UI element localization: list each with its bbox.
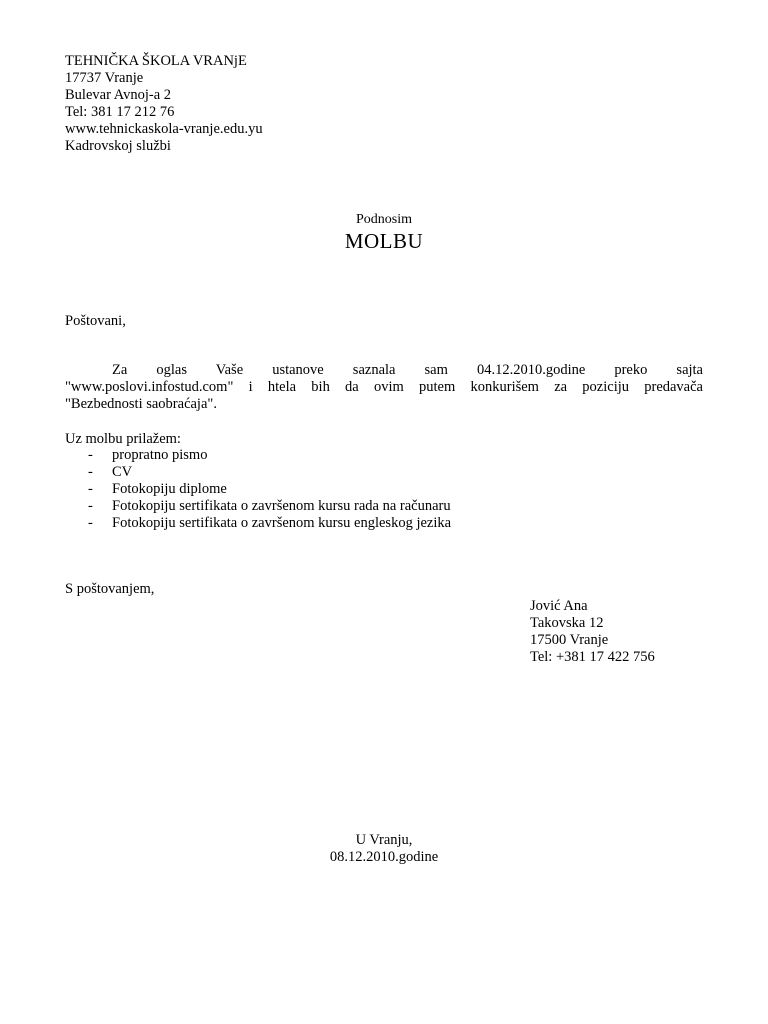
date: 08.12.2010.godine — [329, 849, 439, 865]
list-dash: - — [88, 498, 93, 514]
list-dash: - — [88, 464, 93, 480]
body-line-2: "www.poslovi.infostud.com" i htela bih da ovim putem konkurišem za poziciju predavača — [65, 379, 703, 395]
sender-name: Jović Ana — [530, 598, 588, 614]
recipient-address-block — [65, 53, 263, 155]
body-paragraph — [65, 362, 703, 413]
place: U Vranju, — [355, 832, 413, 848]
list-dash: - — [88, 481, 93, 497]
list-item-text: Fotokopiju sertifikata o završenom kursu rada na računaru — [112, 498, 451, 514]
list-dash: - — [88, 515, 93, 531]
list-item-text: propratno pismo — [112, 447, 208, 463]
recipient-phone: Tel: 381 17 212 76 — [65, 104, 175, 120]
list-dash: - — [88, 447, 93, 463]
document-heading — [0, 211, 768, 254]
recipient-institution: TEHNIČKA ŠKOLA VRANjE — [65, 53, 247, 69]
list-item-text: CV — [112, 464, 133, 480]
recipient-street: Bulevar Avnoj-a 2 — [65, 87, 172, 103]
body-line-1: Za oglas Vaše ustanove saznala sam 04.12.2010.godine preko sajta — [112, 362, 703, 378]
closing-phrase: S poštovanjem, — [65, 581, 155, 597]
sender-street: Takovska 12 — [530, 615, 604, 631]
list-item-text: Fotokopiju diplome — [112, 481, 227, 497]
body-line-3: "Bezbednosti saobraćaja". — [65, 396, 217, 412]
list-item-text: Fotokopiju sertifikata o završenom kursu engleskog jezika — [112, 515, 452, 531]
sender-address-block — [530, 598, 655, 666]
recipient-postal-code: 17737 Vranje — [65, 70, 144, 86]
attachments-title: Uz molbu prilažem: — [65, 431, 181, 447]
heading-title: MOLBU — [344, 229, 424, 253]
place-and-date — [0, 832, 768, 866]
recipient-department: Kadrovskoj službi — [65, 138, 171, 154]
sender-city: 17500 Vranje — [530, 632, 609, 648]
sender-phone: Tel: +381 17 422 756 — [530, 649, 655, 665]
heading-subtitle: Podnosim — [355, 212, 412, 227]
salutation: Poštovani, — [65, 313, 126, 329]
recipient-website: www.tehnickaskola-vranje.edu.yu — [65, 121, 263, 137]
